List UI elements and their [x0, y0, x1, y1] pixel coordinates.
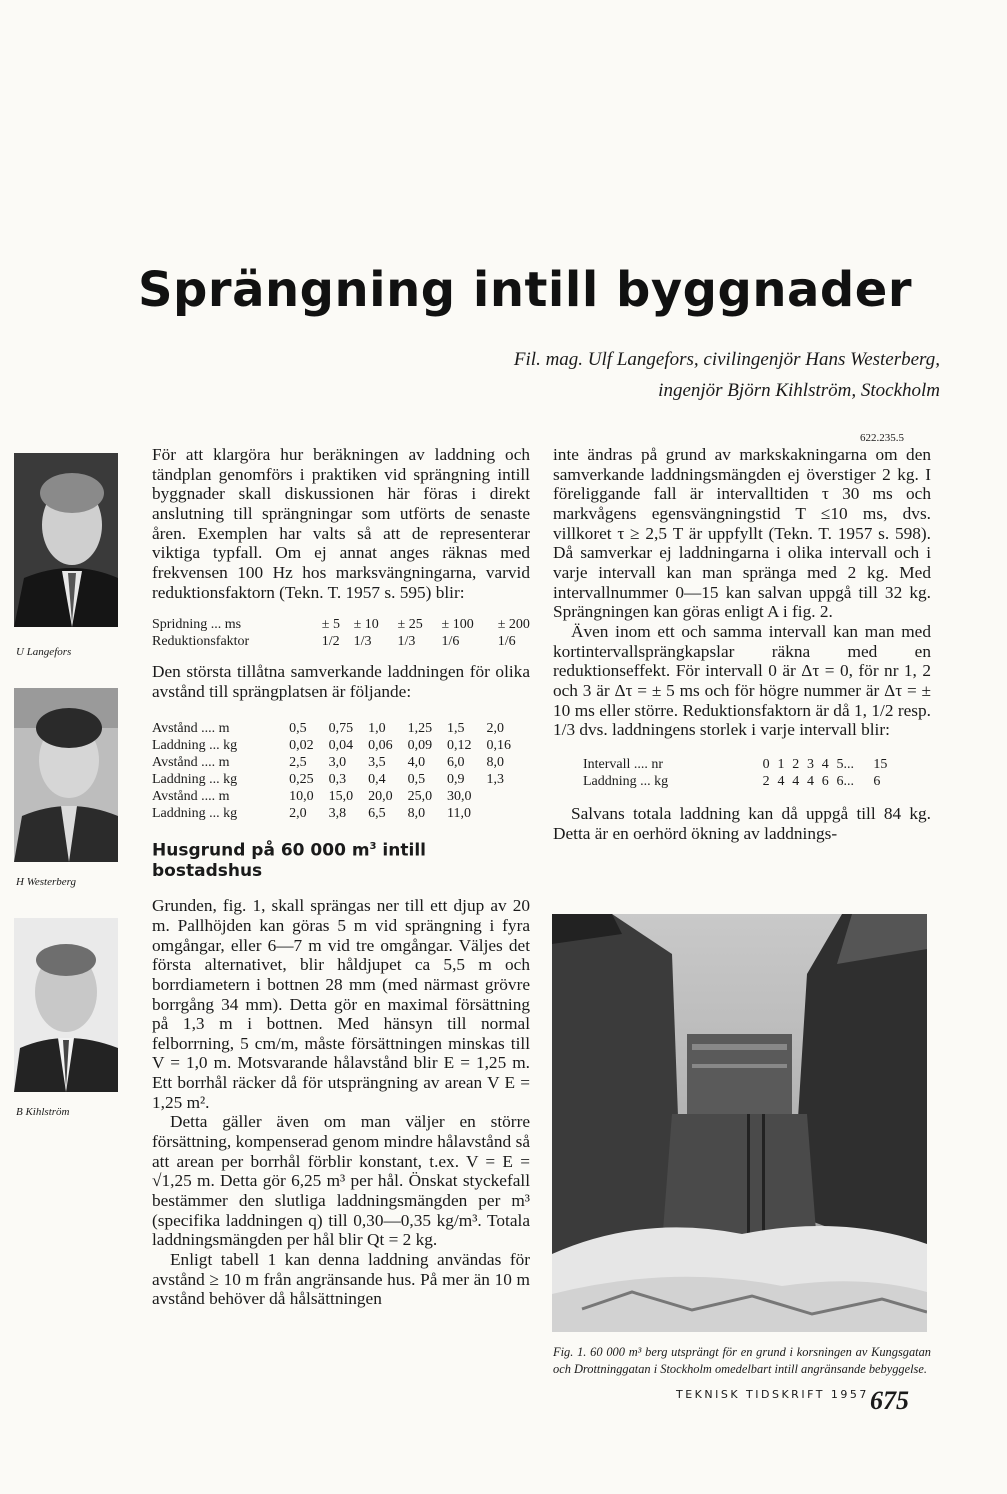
figure-photo — [552, 914, 927, 1332]
table-cell — [487, 805, 526, 822]
paragraph: Grunden, fig. 1, skall sprängas ner till ett djup av 20 m. Pallhöjden kan göras 5 m vid sprängning i fyra omgångar, eller 6—7 m vid tre omgångar. Väljes det första alternativet, blir håldjupet ca 5,5 m och borrdiametern i bottnen 28 mm (med närmast grövre borrgång 34 mm). Detta gör en maximal försättning på 1,3 m i bottnen. Med hänsyn till normal felborrning, 5 cm/m, måste försättningen minskas till V = 1,0 m. Motsvarande hålavstånd blir E = 1,25 m. Ett borrhål räcker då för utsprängning av arean V E = 1,25 m². — [152, 896, 530, 1112]
table-cell: 15 — [873, 756, 888, 772]
table-row — [152, 788, 526, 805]
table-cell: 3,0 — [328, 754, 347, 770]
table-cell: 1,5 — [447, 720, 465, 736]
table-cell: 0,5 — [289, 720, 307, 736]
table-cell: Laddning ... kg — [583, 773, 669, 789]
table-cell: 3,8 — [328, 805, 347, 821]
interval-table — [583, 756, 903, 790]
table-cell: 6... — [836, 773, 854, 789]
table-cell: Reduktionsfaktor — [152, 634, 250, 650]
portrait-image — [14, 453, 118, 627]
table-cell: 5... — [836, 756, 854, 772]
table-cell: 0,02 — [289, 737, 314, 753]
table-cell: 1/3 — [397, 634, 416, 650]
text-column-right — [553, 445, 931, 843]
table-cell: 0,12 — [447, 737, 472, 753]
table-cell: 10,0 — [289, 788, 314, 804]
table-cell: Laddning ... kg — [152, 771, 238, 787]
table-cell: 11,0 — [447, 805, 472, 821]
table-cell: 0,4 — [368, 771, 386, 787]
table-cell: 25,0 — [407, 788, 433, 804]
table-cell: 0,16 — [486, 737, 512, 753]
table-cell: 0,75 — [328, 720, 354, 736]
table-cell: 8,0 — [486, 754, 505, 770]
table-row — [583, 756, 903, 773]
table-cell: 1/6 — [497, 634, 516, 650]
heading-text: bostadshus — [152, 861, 263, 882]
table-cell: 0,5 — [407, 771, 426, 787]
photo-caption: H Westerberg — [16, 876, 76, 888]
table-cell: 0,9 — [447, 771, 465, 787]
page-number: 675 — [870, 1386, 909, 1415]
table-cell: 6 — [821, 773, 829, 789]
table-cell: 1/3 — [353, 634, 372, 650]
photo-kihlstrom — [14, 918, 118, 1092]
photo-langefors — [14, 453, 118, 627]
table-row — [152, 720, 526, 737]
table-cell: Laddning ... kg — [152, 805, 238, 821]
photo-caption: B Kihlström — [16, 1106, 70, 1118]
photo-westerberg — [14, 688, 118, 862]
table-cell: 4,0 — [407, 754, 426, 770]
table-cell: 6,5 — [368, 805, 386, 821]
table-cell: ± 5 — [321, 617, 340, 633]
table-cell: 30,0 — [447, 788, 472, 804]
photo-caption: U Langefors — [16, 646, 72, 658]
excavation-image — [552, 914, 927, 1332]
table-cell: 4 — [792, 773, 800, 789]
table-cell: 0,04 — [328, 737, 354, 753]
table-row — [152, 771, 526, 788]
reduction-table — [152, 616, 554, 650]
paragraph: För att klargöra hur beräkningen av laddning och tändplan genomförs i praktiken vid sprängning intill byggnader skall diskussionen här föras i direkt anslutning till sprängningar som utförts de senaste åren. Exemplen har valts så att de representerar viktiga typfall. Om ej annat anges räknas med frekvensen 100 Hz hos marksvängningarna, varvid reduktionsfaktorn (Tekn. T. 1957 s. 595) blir: — [152, 445, 530, 602]
heading-text: intill — [376, 840, 426, 861]
paragraph: Den största tillåtna samverkande laddningen för olika avstånd till sprängplatsen är följande: — [152, 662, 530, 701]
table-cell: Avstånd .... m — [152, 720, 230, 736]
section-heading — [152, 836, 530, 883]
charge-table — [152, 720, 526, 822]
table-cell: ± 10 — [353, 617, 379, 633]
table-cell: Avstånd .... m — [152, 788, 230, 804]
table-cell: Spridning ... ms — [152, 617, 242, 633]
table-cell: 1 — [777, 756, 785, 772]
table-cell: 0 — [762, 756, 770, 772]
table-cell: 0,06 — [368, 737, 393, 753]
table-cell: 1,25 — [407, 720, 433, 736]
table-row — [152, 633, 554, 650]
figure-caption: Fig. 1. 60 000 m³ berg utsprängt för en grund i korsningen av Kungsgatan och Drottninggatan i Stockholm omedelbart intill angränsande bebyggelse. — [553, 1345, 931, 1376]
table-cell: 8,0 — [407, 805, 426, 821]
table-cell: 1,0 — [368, 720, 386, 736]
table-row — [152, 754, 526, 771]
table-cell: 2,5 — [289, 754, 307, 770]
authors-line-1: Fil. mag. Ulf Langefors, civilingenjör Hans Westerberg, — [513, 349, 940, 370]
table-cell: 6,0 — [447, 754, 465, 770]
table-cell: 6 — [873, 773, 881, 789]
table-cell: 3,5 — [368, 754, 386, 770]
table-cell: 2,0 — [486, 720, 505, 736]
table-cell: 0,09 — [407, 737, 433, 753]
table-row — [583, 773, 903, 790]
paragraph: Detta gäller även om man väljer en större försättning, kompenserad genom mindre hålavstånd så att arean per borrhål förblir konstant, t.ex. V = E = √1,25 m. Detta gör 6,25 m³ per hål. Önskat styckefall bestämmer den slutliga laddningsmängden per m³ (specifika laddningen q) till 0,30—0,35 kg/m³. Totala laddningsmängden per hål blir Qt = 2 kg. — [152, 1112, 530, 1250]
paragraph: Salvans totala laddning kan då uppgå till 84 kg. Detta är en oerhörd ökning av laddnings- — [553, 803, 931, 843]
table-cell: 15,0 — [328, 788, 354, 804]
table-cell: ± 100 — [441, 617, 474, 633]
table-cell: ± 25 — [397, 617, 423, 633]
table-cell — [487, 788, 526, 805]
table-row — [152, 616, 554, 633]
table-cell: 0,25 — [289, 771, 314, 787]
table-cell: 1,3 — [486, 771, 505, 787]
heading-text: Husgrund på 60 000 m — [152, 840, 370, 861]
text-column-left — [152, 445, 530, 1309]
journal-footer: TEKNISK TIDSKRIFT 1957 — [676, 1388, 869, 1401]
paragraph: Enligt tabell 1 kan denna laddning användas för avstånd ≥ 10 m från angränsande hus. På mer än 10 m avstånd behöver då hålsättningen — [152, 1250, 530, 1309]
table-cell: 1/2 — [321, 634, 340, 650]
table-cell: 2 — [762, 773, 770, 789]
paragraph: inte ändras på grund av markskakningarna om den samverkande laddningsmängden ej överstiger 2 kg. I föreliggande fall är intervalltiden τ 30 ms och markvågens egensvängningstid T ≤10 ms, dvs. villkoret τ ≥ 2,5 T är uppfyllt (Tekn. T. 1957 s. 598). Då samverkar ej laddningarna i olika intervall och i varje intervall kan man spränga med 2 kg. Med intervallnummer 0—15 kan salvan uppgå till 32 kg. Sprängningen kan göras enligt A i fig. 2. — [553, 445, 931, 622]
table-cell: 4 — [777, 773, 785, 789]
authors-line-2: ingenjör Björn Kihlström, Stockholm — [658, 380, 940, 401]
table-cell: Avstånd .... m — [152, 754, 230, 770]
table-cell: Intervall .... nr — [583, 756, 664, 772]
table-cell: Laddning ... kg — [152, 737, 238, 753]
table-cell: 2 — [792, 756, 800, 772]
table-cell: 20,0 — [368, 788, 393, 804]
portrait-image — [14, 688, 118, 862]
author-line — [380, 344, 940, 406]
table-cell: 2,0 — [289, 805, 307, 821]
article-title: Sprängning intill byggnader — [137, 262, 913, 318]
table-cell: 4 — [821, 756, 829, 772]
udc-code: 622.235.5 — [860, 432, 904, 444]
paragraph: Även inom ett och samma intervall kan man med kortintervallsprängkapslar räkna med en reduktionseffekt. För intervall 0 är Δτ = 0, för nr 1, 2 och 3 är Δτ = ± 5 ms och för högre nummer är Δτ = ± 10 ms eller större. Reduktionsfaktorn är då 1, 1/2 resp. 1/3 dvs. laddningens storlek i varje intervall blir: — [553, 621, 931, 740]
table-row — [152, 737, 526, 754]
table-row — [152, 805, 526, 822]
portrait-image — [14, 918, 118, 1092]
table-cell: 1/6 — [441, 634, 460, 650]
table-cell: 4 — [806, 773, 814, 789]
table-cell: ± 200 — [497, 617, 530, 633]
heading-superscript: 3 — [369, 840, 377, 852]
table-cell: 0,3 — [328, 771, 347, 787]
table-cell: 3 — [806, 756, 814, 772]
